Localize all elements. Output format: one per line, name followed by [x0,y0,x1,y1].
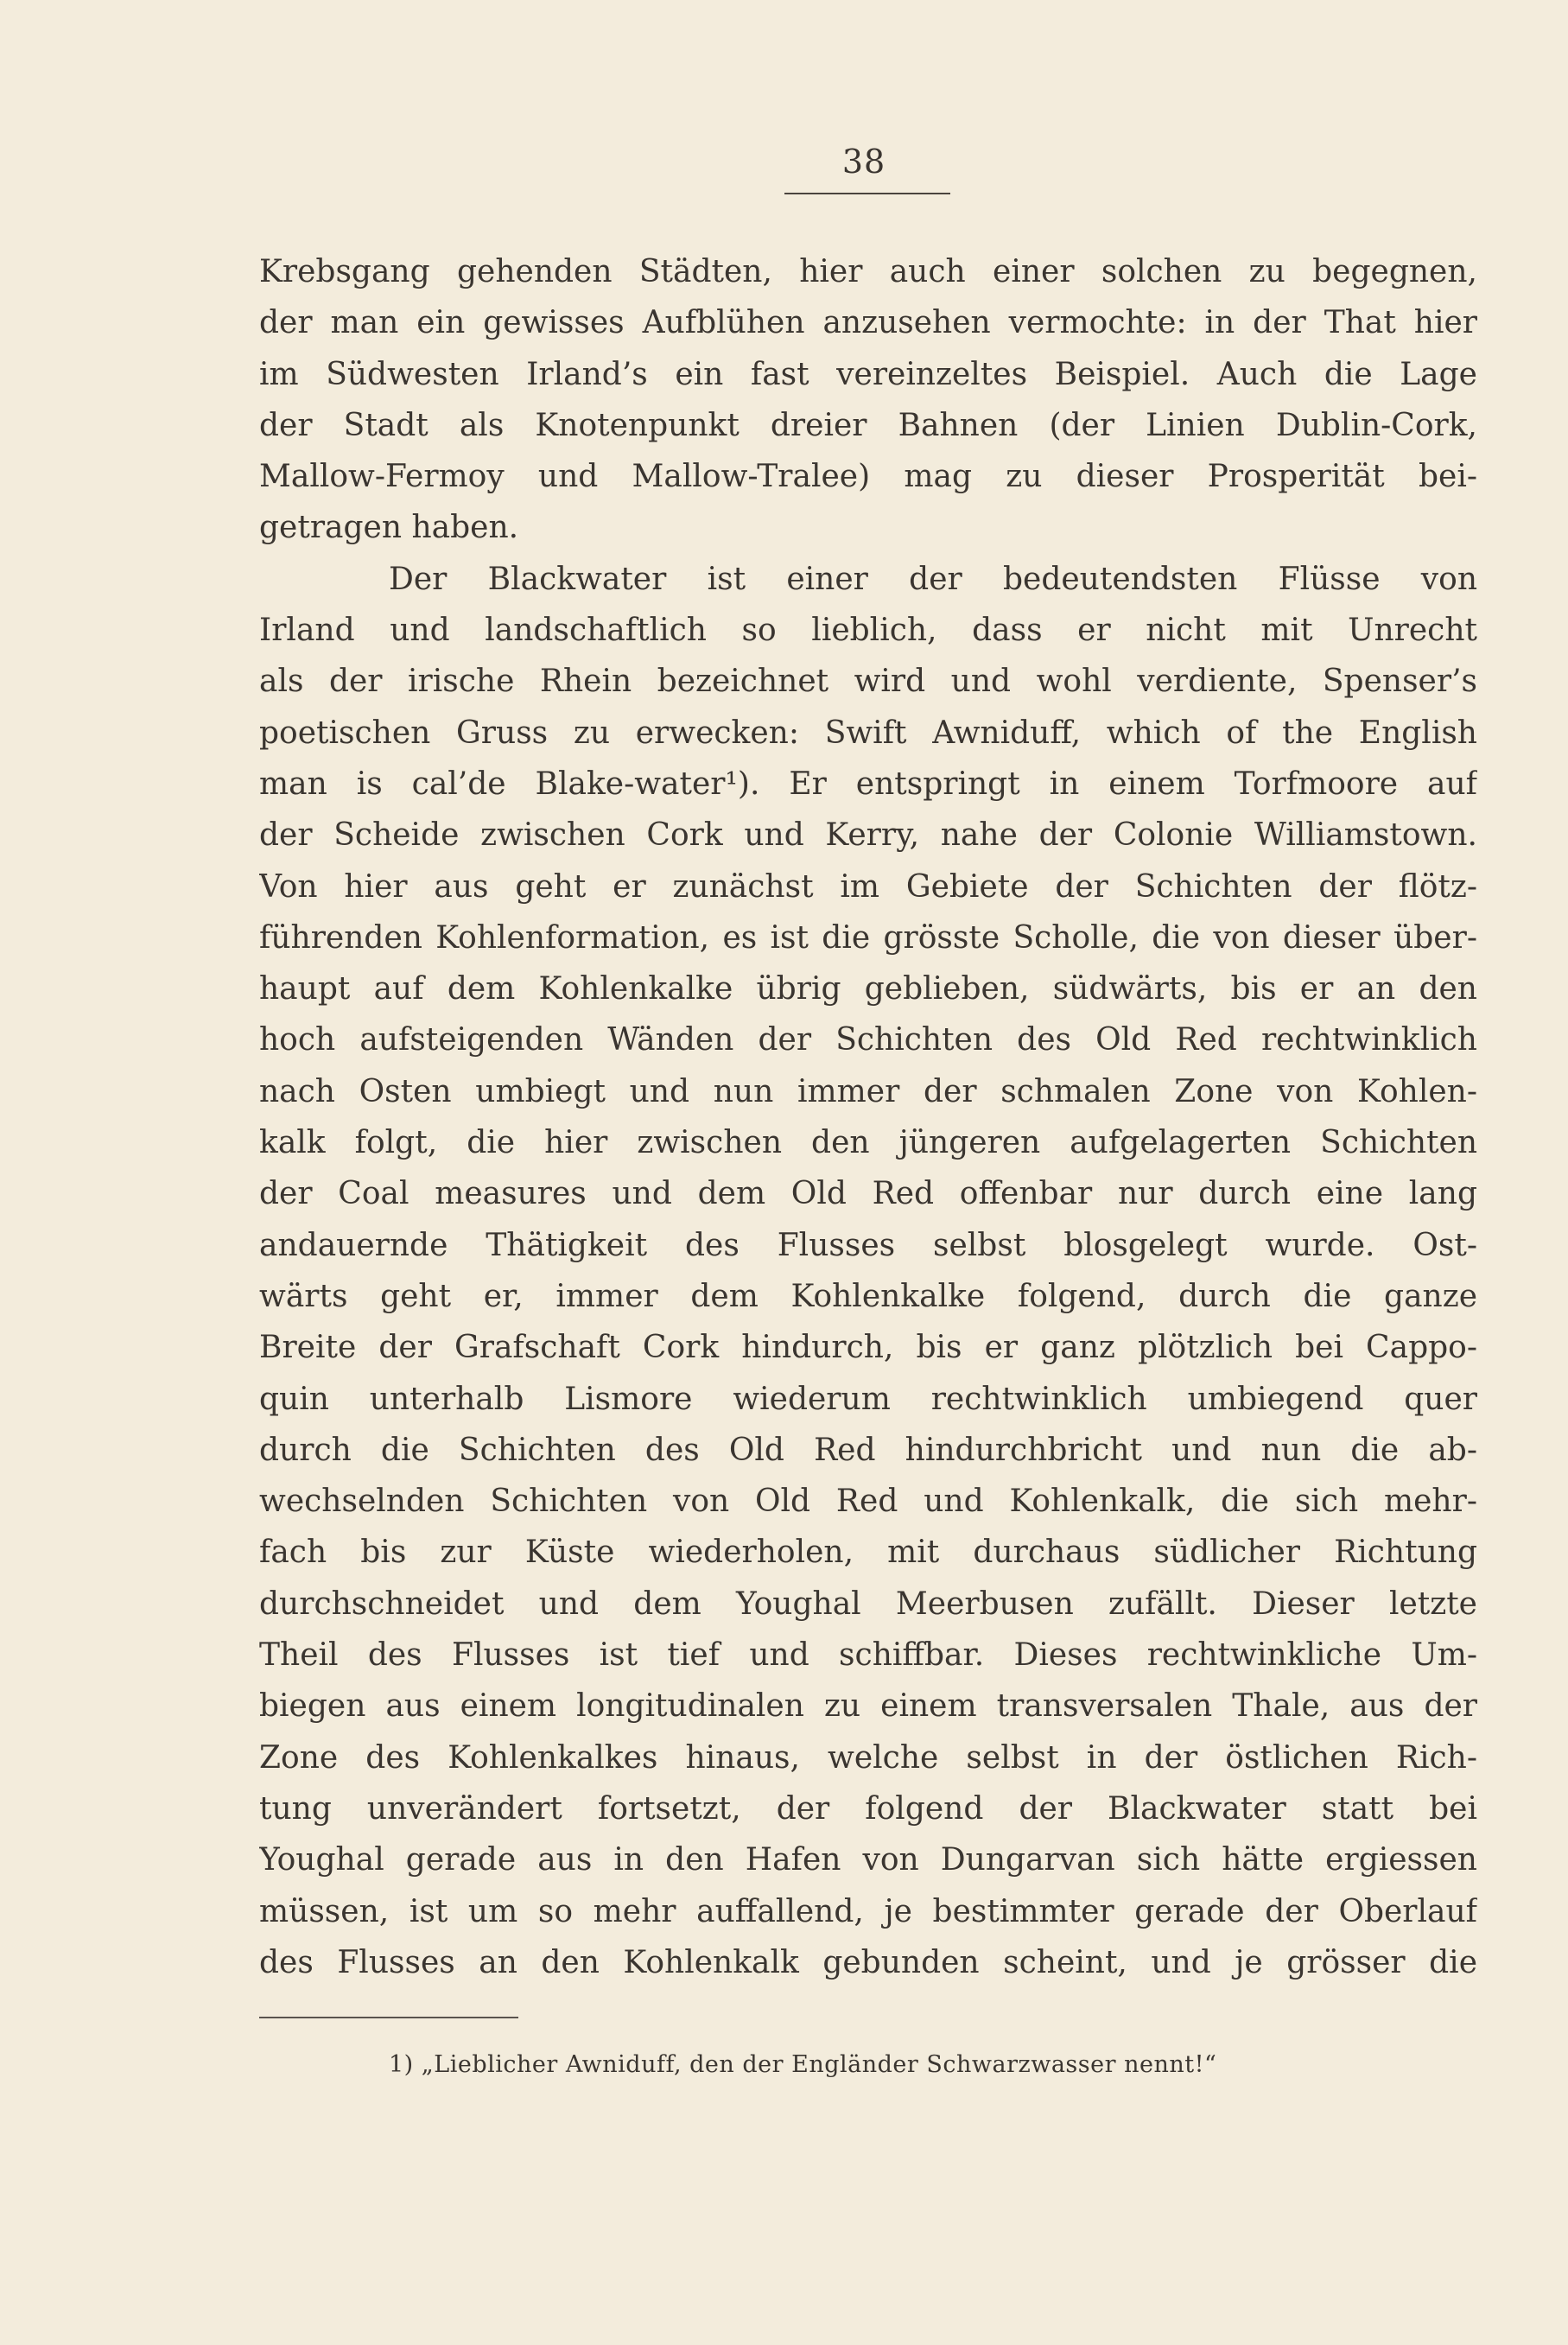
text-line: durchschneidet und dem Youghal Meerbusen zufällt. Dieser letzte [259,1586,1477,1622]
text-line: haupt auf dem Kohlenkalke übrig geblieben, südwärts, bis er an den [259,971,1477,1007]
text-line: der Stadt als Knotenpunkt dreier Bahnen (der Linien Dublin-Cork, [259,407,1477,443]
text-line: tung unverändert fortsetzt, der folgend der Blackwater statt bei [259,1790,1477,1827]
footnote-rule [259,2017,518,2018]
text-line: der man ein gewisses Aufblühen anzusehen vermochte: in der That hier [259,305,1477,341]
text-line: der Coal measures und dem Old Red offenbar nur durch eine lang [259,1176,1477,1212]
text-line: man is cal’de Blake-water¹). Er entspringt in einem Torfmoore auf [259,766,1477,802]
text-line: kalk folgt, die hier zwischen den jüngeren aufgelagerten Schichten [259,1125,1477,1161]
text-line: Irland und landschaftlich so lieblich, dass er nicht mit Unrecht [259,613,1477,649]
text-line: des Flusses an den Kohlenkalk gebunden scheint, und je grösser die [259,1944,1477,1980]
text-line: im Südwesten Irland’s ein fast vereinzeltes Beispiel. Auch die Lage [259,356,1477,392]
text-line: wechselnden Schichten von Old Red und Kohlenkalk, die sich mehr- [259,1484,1477,1520]
text-line: andauernde Thätigkeit des Flusses selbst blosgelegt wurde. Ost- [259,1227,1477,1263]
text-line: Breite der Grafschaft Cork hindurch, bis er ganz plötzlich bei Cappo- [259,1330,1477,1366]
body-text [259,246,1477,1988]
text-line: Krebsgang gehenden Städten, hier auch einer solchen zu begegnen, [259,254,1477,289]
page-number: 38 [841,143,886,181]
text-line: führenden Kohlenformation, es ist die grösste Scholle, die von dieser über- [259,919,1477,956]
text-line: durch die Schichten des Old Red hindurchbricht und nun die ab- [259,1432,1477,1468]
text-line: Zone des Kohlenkalkes hinaus, welche selbst in der östlichen Rich- [259,1739,1477,1776]
text-line: fach bis zur Küste wiederholen, mit durchaus südlicher Richtung [259,1535,1477,1571]
text-line: der Scheide zwischen Cork und Kerry, nahe der Colonie Williamstown. [259,817,1477,854]
footnote: 1) „Lieblicher Awniduff, den der Engländer Schwarzwasser nennt!“ [389,2051,1217,2078]
text-line: Der Blackwater ist einer der bedeutendsten Flüsse von [389,561,1477,597]
text-line: Mallow-Fermoy und Mallow-Tralee) mag zu dieser Prosperität bei- [259,459,1477,495]
text-line: getragen haben. [259,510,519,546]
text-line: wärts geht er, immer dem Kohlenkalke folgend, durch die ganze [259,1278,1477,1314]
text-line: biegen aus einem longitudinalen zu einem transversalen Thale, aus der [259,1688,1477,1725]
text-line: müssen, ist um so mehr auffallend, je bestimmter gerade der Oberlauf [259,1893,1477,1929]
text-line: quin unterhalb Lismore wiederum rechtwinklich umbiegend quer [259,1381,1477,1417]
text-line: Youghal gerade aus in den Hafen von Dungarvan sich hätte ergiessen [259,1842,1477,1878]
text-line: poetischen Gruss zu erwecken: Swift Awniduff, which of the English [259,715,1477,751]
text-line: nach Osten umbiegt und nun immer der schmalen Zone von Kohlen- [259,1073,1477,1109]
text-line: Theil des Flusses ist tief und schiffbar. Dieses rechtwinkliche Um- [259,1637,1477,1674]
text-line: Von hier aus geht er zunächst im Gebiete der Schichten der flötz- [259,868,1477,905]
page-number-rule [784,193,950,194]
text-line: hoch aufsteigenden Wänden der Schichten des Old Red rechtwinklich [259,1022,1477,1058]
text-line: als der irische Rhein bezeichnet wird und wohl verdiente, Spenser’s [259,664,1477,700]
